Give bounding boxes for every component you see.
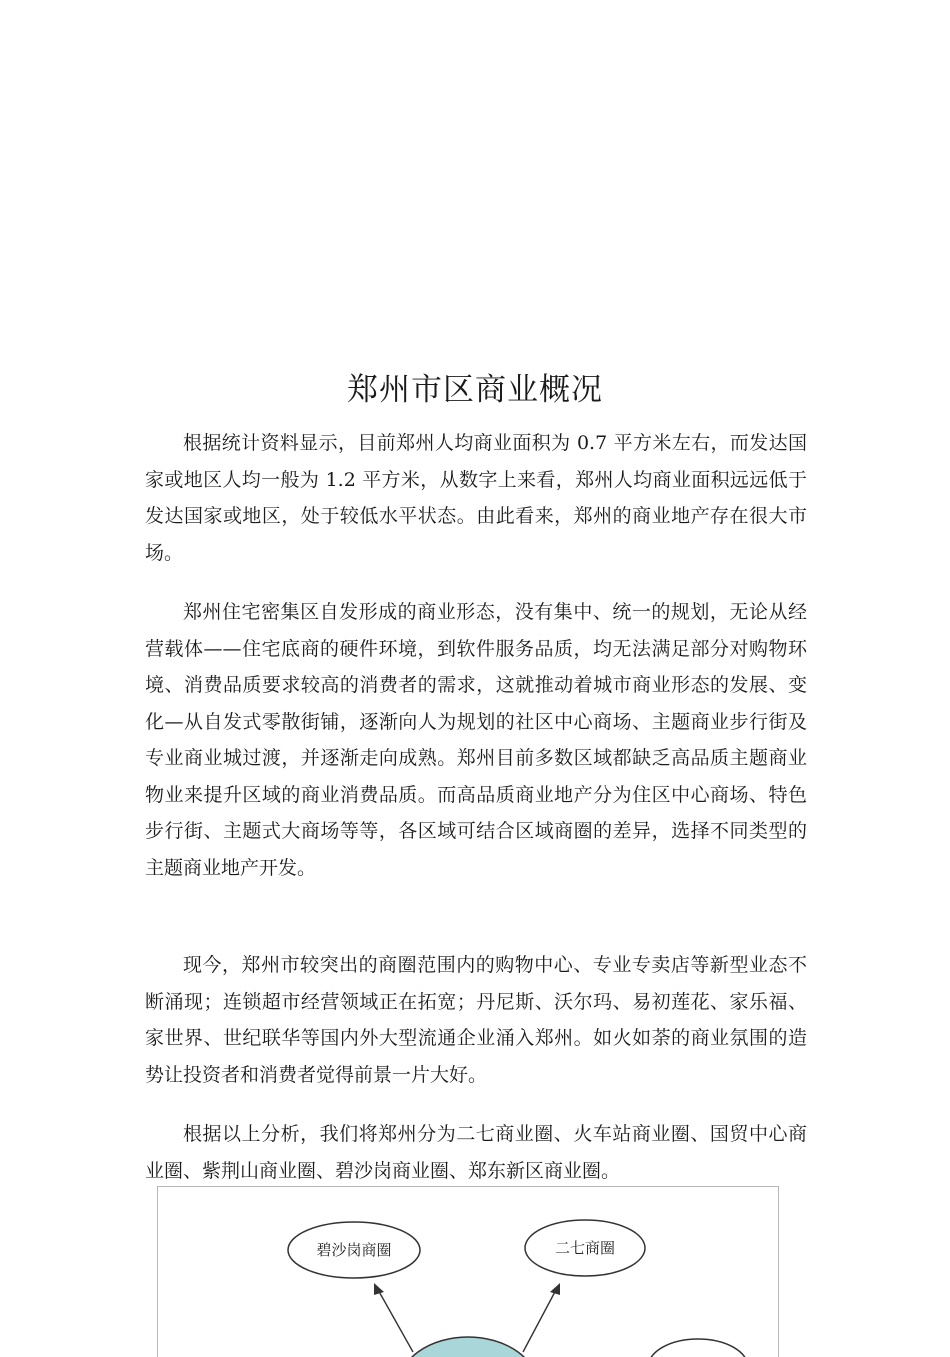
node-right-shape	[648, 1339, 748, 1357]
paragraph-4: 根据以上分析，我们将郑州分为二七商业圈、火车站商业圈、国贸中心商业圈、紫荆山商业圈、碧沙岗商业圈、郑东新区商业圈。	[145, 1123, 807, 1182]
arrow-to-bishagang	[377, 1288, 413, 1352]
arrowhead-bishagang	[374, 1283, 384, 1295]
arrowhead-erqi	[550, 1283, 560, 1295]
paragraph-1: 根据统计资料显示，目前郑州人均商业面积为 0.7 平方米左右，而发达国家或地区人均一般为 1.2 平方米，从数字上来看，郑州人均商业面积远远低于发达国家或地区，处于较低水平状态。由此看来，郑州的商业地产存在很大市场。	[145, 432, 807, 564]
paragraph-2: 郑州住宅密集区自发形成的商业形态，没有集中、统一的规划，无论从经营载体——住宅底商的硬件环境，到软件服务品质，均无法满足部分对购物环境、消费品质要求较高的消费者的需求，这就推动着城市商业形态的发展、变化—从自发式零散街铺，逐渐向人为规划的社区中心商场、主题商业步行街及专业商业城过渡，并逐渐走向成熟。郑州目前多数区域都缺乏高品质主题商业物业来提升区域的商业消费品质。而高品质商业地产分为住区中心商场、特色步行街、主题式大商场等等，各区域可结合区域商圈的差异，选择不同类型的主题商业地产开发。	[145, 601, 807, 879]
diagram-canvas	[158, 1187, 778, 1357]
paragraph-3: 现今，郑州市较突出的商圈范围内的购物中心、专业专卖店等新型业态不断涌现；连锁超市经营领域正在拓宽；丹尼斯、沃尔玛、易初莲花、家乐福、家世界、世纪联华等国内外大型流通企业涌入郑州。如火如荼的商业氛围的造势让投资者和消费者觉得前景一片大好。	[145, 954, 807, 1086]
center-node-shape	[398, 1337, 538, 1357]
arrow-to-erqi	[523, 1288, 557, 1352]
node-bishagang-label: 碧沙岗商圈	[316, 1241, 392, 1259]
business-circle-diagram	[157, 1186, 779, 1357]
node-erqi-label: 二七商圈	[554, 1239, 615, 1257]
page-title: 郑州市区商业概况	[347, 372, 603, 408]
